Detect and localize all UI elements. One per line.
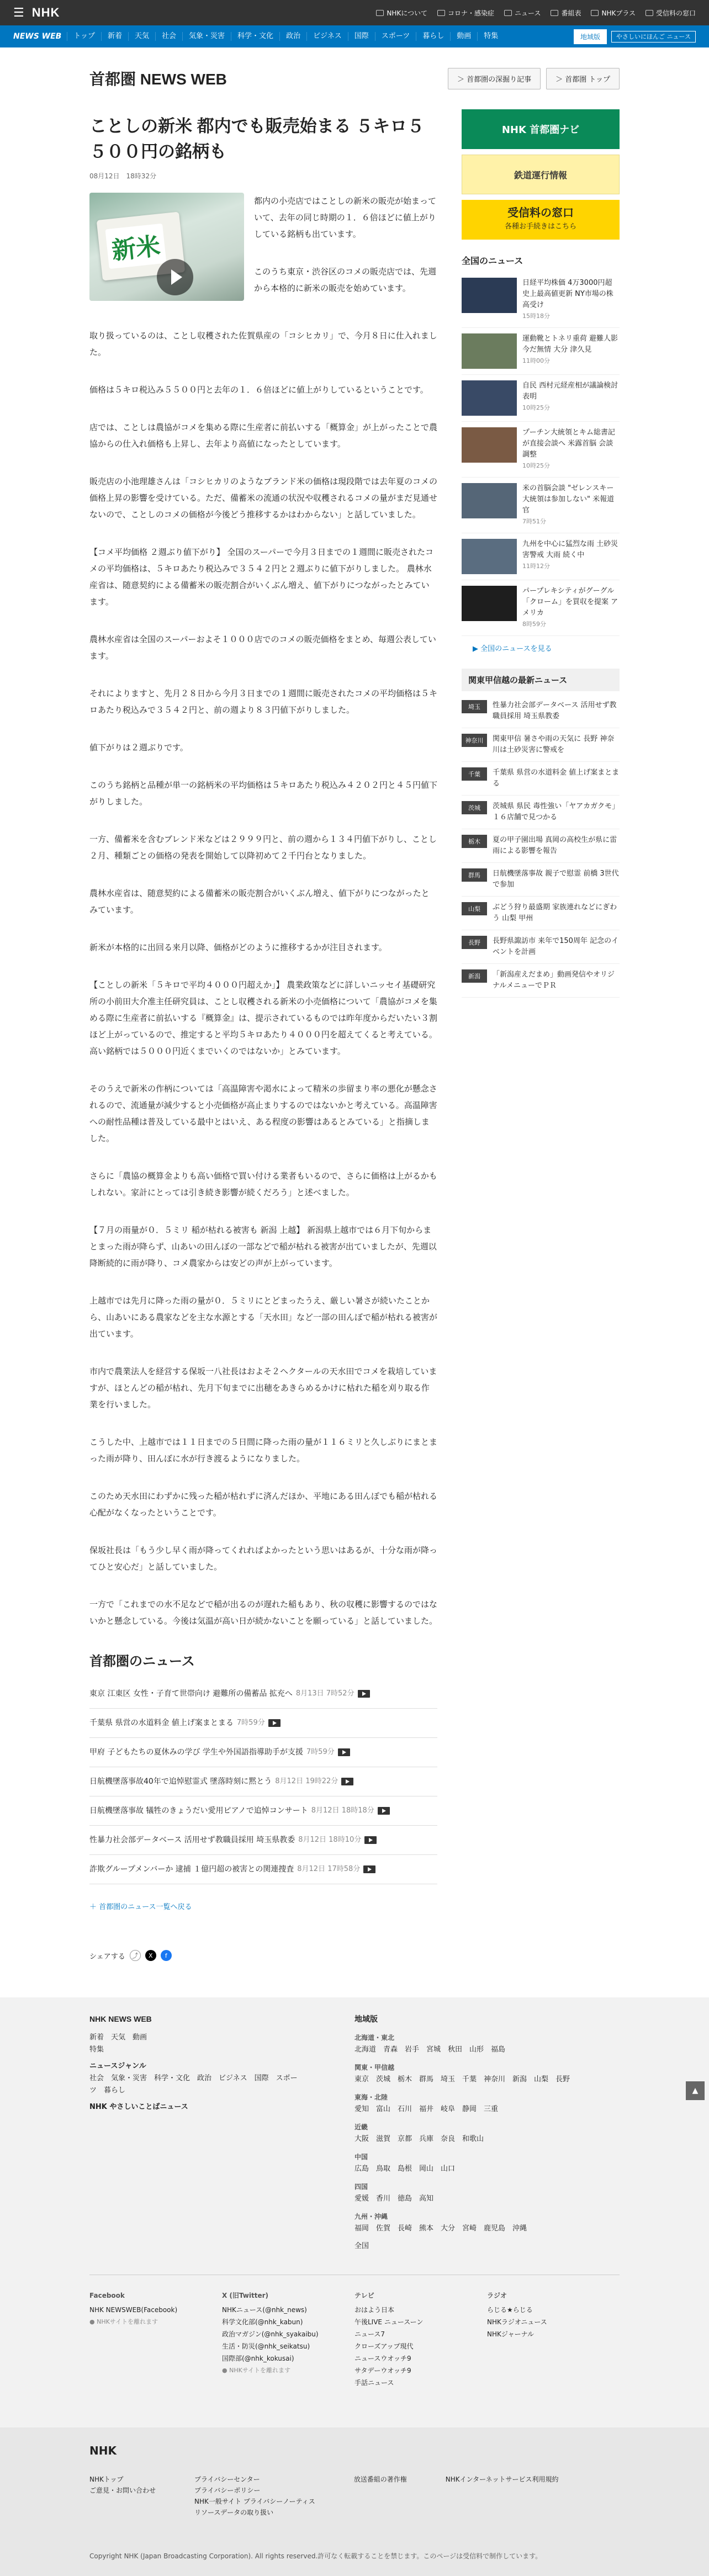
top-link-news[interactable]: ニュース [504, 8, 541, 18]
list-item[interactable] [462, 375, 620, 422]
footer-x [222, 2289, 354, 2389]
list-item[interactable] [89, 1679, 437, 1709]
fee-banner-sub: 各種お手続きはこちら [504, 222, 576, 231]
region-group [354, 2151, 620, 2175]
prefecture-tag: 長野 [462, 936, 487, 949]
news-headline: 性暴力社会部データベース 活用せず教職員採用 埼玉県教委 [493, 701, 617, 720]
news-thumbnail [462, 333, 517, 369]
nav-science[interactable]: 科学・文化 [231, 32, 279, 41]
region-name: 近畿 [354, 2123, 368, 2131]
list-item[interactable] [462, 272, 620, 328]
train-info-banner[interactable]: 鉄道運行情報 [462, 155, 620, 194]
news-time: 15時18分 [522, 312, 550, 320]
region-links[interactable]: 大阪 滋賀 京都 兵庫 奈良 和歌山 [354, 2135, 484, 2143]
video-icon [338, 1748, 350, 1756]
list-item[interactable] [462, 964, 620, 998]
list-item[interactable] [462, 580, 620, 636]
nav-society[interactable]: 社会 [155, 32, 182, 41]
easy-japanese-link[interactable]: やさしいにほんご ニュース [611, 31, 696, 43]
regional-news-title: 関東甲信越の最新ニュース [462, 669, 620, 691]
list-item[interactable] [89, 1826, 437, 1855]
nav-disaster[interactable]: 気象・災害 [182, 32, 231, 41]
top-link-fee[interactable]: 受信料の窓口 [645, 8, 696, 18]
national-news-more-link[interactable]: ▶ 全国のニュースを見る [473, 645, 552, 653]
region-group [354, 2032, 620, 2056]
footer-title[interactable]: NHK NEWS WEB [89, 2015, 152, 2023]
region-links[interactable]: 愛知 富山 石川 福井 岐阜 静岡 三重 [354, 2105, 499, 2113]
body-paragraph: そのうえで新米の作柄については「高温障害や渇水によって精米の歩留まり率の悪化が懸念されるので、流通量が減少すると小売価格が高止まりするのではないかと考えている。高温障害への耐性品種は普及している最中とはいえ、ある程度の影響はあるとみている」と指摘しました。 [89, 1084, 437, 1143]
article-title: ことしの新米 都内でも販売始まる ５キロ５５００円の銘柄も [89, 116, 425, 161]
area-top-button[interactable]: ＞ 首都圏 トップ [546, 68, 620, 89]
sidebar [462, 109, 620, 1981]
footer-bottom-link[interactable]: NHKインターネットサービス利用規約 [445, 2476, 559, 2483]
footer-news-col [89, 2013, 354, 2252]
body-paragraph: 取り扱っているのは、ことし収穫された佐賀県産の「コシヒカリ」で、今月８日に仕入れました。 [89, 331, 437, 357]
region-name: 四国 [354, 2183, 368, 2191]
news-headline: プーチン大統領とキム総書記が直接会談へ 米露首脳 会談調整 [522, 428, 615, 459]
body-paragraph: さらに「農協の概算金よりも高い価格で買い付ける業者もいるので、さらに価格は上がるかもしれない。家計にとっては引き続き影響が続くだろう」と述べました。 [89, 1171, 437, 1197]
news-headline: 千葉県 県営の水道料金 値上げ案まとまる [493, 768, 620, 788]
social-link[interactable]: 政治マガジン(@nhk_syakaibu) [222, 2330, 319, 2338]
region-name: 九州・沖縄 [354, 2213, 388, 2220]
back-to-top-icon[interactable]: ▲ [686, 2081, 705, 2100]
copyright: Copyright NHK (Japan Broadcasting Corporation). All rights reserved.許可なく転載することを禁じます。このページは受信料で制作しています。 [89, 2552, 542, 2560]
nav-politics[interactable]: 政治 [279, 32, 306, 41]
nav-sports[interactable]: スポーツ [375, 32, 416, 41]
national-news-list [462, 272, 620, 636]
news-thumbnail [462, 483, 517, 518]
news-headline: 夏の甲子園出場 真岡の高校生が県に雷雨による影響を報告 [493, 836, 617, 855]
footer-bottom-link[interactable]: ご意見・お問い合わせ [89, 2487, 156, 2494]
news-time: 8時59分 [522, 621, 546, 628]
facebook-icon[interactable]: f [161, 1950, 172, 1961]
body-paragraph: 新米が本格的に出回る来月以降、価格がどのように推移するかが注目されます。 [89, 942, 387, 952]
region-group [354, 2091, 620, 2116]
footer-facebook [89, 2289, 222, 2389]
area-news-list [89, 1679, 437, 1884]
list-item[interactable] [462, 796, 620, 829]
prefecture-tag: 茨城 [462, 801, 487, 814]
list-item[interactable] [89, 1855, 437, 1884]
footer-link[interactable]: NHK やさしいことばニュース [89, 2103, 188, 2111]
news-headline: パープレキシティがグーグル「クローム」を買収を提案 アメリカ [522, 587, 618, 617]
news-time: 8月12日 17時58分 [297, 1865, 361, 1873]
list-item[interactable] [462, 695, 620, 728]
news-web-brand[interactable]: NEWS WEB [13, 32, 62, 41]
article-date: 08月12日 18時32分 [89, 172, 157, 180]
news-time: 7時51分 [522, 518, 546, 525]
share-label: シェアする [89, 1952, 125, 1961]
region-name: 関東・甲信越 [354, 2064, 395, 2071]
news-headline: 長野県諏訪市 来年で150周年 記念のイベントを計画 [493, 937, 619, 956]
news-headline[interactable]: 千葉県 県営の水道料金 値上げ案まとまる [89, 1719, 234, 1727]
news-thumbnail [462, 427, 517, 463]
footer-link[interactable]: 新着 天気 動画 [89, 2033, 147, 2042]
body-paragraph: 店では、ことしは農協がコメを集める際に生産者に前払いする「概算金」が上がったことで農協からの仕入れ価格も上昇し、去年より高値になったとしています。 [89, 422, 438, 449]
program-link[interactable]: おはよう日本 [354, 2306, 395, 2314]
share-icon[interactable]: ⤴ [130, 1950, 141, 1961]
region-links[interactable]: 広島 鳥取 島根 岡山 山口 [354, 2165, 456, 2173]
program-link[interactable]: ニュース7 [354, 2330, 385, 2338]
fee-banner-title: 受信料の窓口 [507, 206, 574, 219]
nav-top[interactable]: トップ [67, 32, 101, 41]
video-icon [378, 1807, 390, 1815]
news-headline[interactable]: 甲府 子どもたちの夏休みの学び 学生や外国語指導助手が支援 [89, 1748, 303, 1757]
program-link[interactable]: サタデーウオッチ9 [354, 2367, 411, 2374]
region-links[interactable]: 愛媛 香川 徳島 高知 [354, 2195, 434, 2203]
article-main [89, 109, 437, 1981]
region-button[interactable]: 地域版 [574, 29, 607, 44]
program-link[interactable]: ニュースウオッチ9 [354, 2355, 411, 2362]
news-headline: ぶどう狩り最盛期 家族連れなどにぎわう 山梨 甲州 [493, 903, 617, 923]
top-bar [0, 0, 709, 25]
article-video-thumbnail[interactable] [89, 193, 244, 301]
footer-bottom-link[interactable]: リソースデータの取り扱い [194, 2509, 274, 2516]
video-icon [364, 1836, 377, 1844]
news-headline[interactable]: 性暴力社会部データベース 活用せず教職員採用 埼玉県教委 [89, 1836, 295, 1844]
nhk-plus-icon [591, 10, 599, 16]
news-headline: 関東甲信 暑さや雨の天気に 長野 神奈川は土砂災害に警戒を [493, 735, 615, 754]
news-headline: 運動靴とトネリ重荷 避難人影 今だ無情 大分 津久見 [522, 335, 618, 354]
top-link-about[interactable]: NHKについて [376, 8, 427, 18]
news-time: 8月12日 18時10分 [298, 1836, 362, 1844]
footer-region-col [354, 2013, 620, 2252]
news-headline: 日航機墜落事故 親子で慰霊 前橋 3世代で参加 [493, 870, 619, 889]
news-thumbnail [462, 539, 517, 574]
news-headline: 茨城県 県民 毒性強い「ヤアカガクモ」 １６店舗で見つかる [493, 802, 620, 821]
news-headline: 「新潟産えだまめ」動画発信やオリジナルメニューでＰＲ [493, 971, 615, 990]
list-item[interactable] [89, 1796, 437, 1826]
list-item[interactable] [462, 897, 620, 930]
footer-heading: ニュースジャンル [89, 2062, 146, 2070]
region-links[interactable]: 東京 茨城 栃木 群馬 埼玉 千葉 神奈川 新潟 山梨 長野 [354, 2075, 570, 2084]
social-link[interactable]: 生活・防災(@nhk_seikatsu) [222, 2342, 310, 2350]
body-paragraph: 販売店の小池理雄さんは「コシヒカリのようなブランド米の価格は現段階では去年夏のコメの価格上昇の影響を受けている。ただ、備蓄米の流通の状況や収穫されるコメの量がまだ見通せないので、ことしのコメの価格が今後どう推移するかはわからない」と話していました。 [89, 476, 438, 520]
footer-link[interactable]: 社会 気象・災害 科学・文化 政治 ビジネス 国際 スポーツ 暮らし [89, 2074, 298, 2095]
social-link[interactable]: 国際部(@nhk_kokusai) [222, 2355, 294, 2362]
nav-new[interactable]: 新着 [101, 32, 128, 41]
tv-guide-icon [551, 10, 558, 16]
x-icon[interactable]: X [145, 1950, 156, 1961]
body-paragraph: 【ことしの新米「５キロで平均４０００円超えか」】 農業政策などに詳しいニッセイ基礎研究所の小前田大介准主任研究員は、ことし収穫される新米の小売価格について「農協がコメを集める際に生産者に前払いする『概算金』は、提示されているものでは昨年度からだいたい３割ほど上がっているので、推定すると平均５キロあたり４０００円を超えてくると考えている。高い銘柄では５０００円近くまでいくのではないか」とみています。 [89, 980, 438, 1056]
video-icon [363, 1865, 375, 1873]
list-item[interactable] [462, 762, 620, 796]
rice-label: 新米 [105, 224, 166, 269]
body-paragraph: 上越市では先月に降った雨の量が０．５ミリにとどまったうえ、厳しい暑さが続いたことから、山あいにある農家などを主な水源とする「天水田」など一部の田んぼで稲が枯れる被害が出ています。 [89, 1296, 438, 1339]
region-name: 中国 [354, 2153, 368, 2161]
prefecture-tag: 千葉 [462, 767, 487, 781]
body-paragraph: 一方、備蓄米を含むブレンド米などは２９９９円と、前の週から１３４円値下がりし、ことし２月、種類ごとの価格の発表を開始して以降初めて２千円台となりました。 [89, 834, 437, 861]
social-link[interactable]: NHKニュース(@nhk_news) [222, 2306, 307, 2314]
video-icon [268, 1719, 281, 1727]
news-time: 11時12分 [522, 563, 550, 570]
program-link[interactable]: NHKジャーナル [487, 2330, 535, 2338]
news-headline: 米の首脳会談 "ゼレンスキー大統領は参加しない" 米報道官 [522, 484, 615, 515]
region-links[interactable]: 福岡 佐賀 長崎 熊本 大分 宮崎 鹿児島 沖縄 [354, 2224, 527, 2233]
play-icon[interactable] [157, 259, 193, 295]
news-headline[interactable]: 詐欺グループメンバーか 逮捕 １億円超の被害との関連捜査 [89, 1865, 294, 1874]
list-item[interactable] [462, 533, 620, 580]
prefecture-tag: 栃木 [462, 835, 487, 848]
lead-paragraph: 都内の小売店ではことしの新米の販売が始まっていて、去年の同じ時期の１．６倍ほどに値上がりしている銘柄も出ています。 [254, 196, 437, 239]
list-item[interactable] [462, 829, 620, 863]
nhk-logo[interactable]: NHK [31, 6, 60, 19]
body-paragraph: こうした中、上越市では１１日までの５日間に降った雨の量が１１６ミリと久しぶりにまとまった雨が降り、田んぼに水が行き渡るようになりました。 [89, 1437, 438, 1464]
fee-icon [645, 10, 653, 16]
social-heading: テレビ [354, 2292, 374, 2299]
footer-link[interactable]: 特集 [89, 2045, 104, 2054]
region-name: 東海・北陸 [354, 2093, 388, 2101]
body-paragraph: 保坂社長は「もう少し早く雨が降ってくれればよかったという思いはあるが、十分な雨が降ってひと安心だ」と話していました。 [89, 1545, 438, 1572]
social-heading: X (旧Twitter) [222, 2292, 268, 2299]
news-thumbnail [462, 586, 517, 621]
news-headline: 自民 西村元経産相が議論検討表明 [522, 381, 618, 401]
social-heading: ラジオ [487, 2292, 507, 2299]
body-paragraph: 市内で農業法人を経営する保坂一八社長はおよそ２ヘクタールの天水田でコメを栽培していますが、ほとんどの稲が枯れ、先月下旬までに出穂をあきらめるかけに枯れた稲を刈り取る作業を行いました。 [89, 1366, 437, 1409]
top-link-schedule[interactable]: 番組表 [551, 8, 581, 18]
area-navi-banner[interactable]: NHK 首都圏ナビ [462, 109, 620, 149]
region-zenkoku[interactable]: 全国 [354, 2242, 369, 2250]
page-title[interactable]: 首都圏 NEWS WEB [89, 71, 227, 88]
top-links [376, 8, 696, 18]
body-paragraph: 【コメ平均価格 ２週ぶり値下がり】 全国のスーパーで今月３日までの１週間に販売されたコメの平均価格は、５キロあたり税込みで３５４２円と２週ぶりに値下がりしました。 農林水産省は、随意契約による備蓄米の販売割合がいくぶん増え、値下がりにつながったとみています。 [89, 547, 434, 607]
nav-business[interactable]: ビジネス [306, 32, 348, 41]
national-news-title: 全国のニュース [462, 257, 523, 266]
footer-social [89, 2275, 620, 2427]
footer-bottom-link[interactable]: 放送番組の著作権 [353, 2476, 407, 2483]
program-link[interactable]: NHKラジオニュース [487, 2318, 547, 2326]
list-item[interactable] [89, 1738, 437, 1767]
list-item[interactable] [462, 863, 620, 897]
prefecture-tag: 神奈川 [462, 734, 487, 747]
news-time: 8月12日 18時18分 [311, 1806, 374, 1815]
top-link-plus[interactable]: NHKプラス [591, 8, 636, 18]
news-headline: 九州を中心に猛烈な雨 土砂災害警戒 大雨 続く中 [522, 540, 618, 559]
news-thumbnail [462, 380, 517, 416]
prefecture-tag: 群馬 [462, 868, 487, 882]
body-paragraph: このうち銘柄と品種が単一の銘柄米の平均価格は５キロあたり税込み４２０２円と４５円値下がりしました。 [89, 780, 438, 807]
nav-weather[interactable]: 天気 [128, 32, 155, 41]
region-group [354, 2121, 620, 2145]
video-icon [341, 1778, 353, 1785]
social-link[interactable]: 科学文化部(@nhk_kabun) [222, 2318, 303, 2326]
fee-window-banner[interactable] [462, 200, 620, 240]
footer-nhk-logo[interactable]: NHK [89, 2444, 117, 2457]
program-link[interactable]: 午後LIVE ニュースーン [354, 2318, 424, 2326]
nav-video[interactable]: 動画 [450, 32, 477, 41]
prefecture-tag: 山梨 [462, 902, 487, 915]
program-link[interactable]: らじる★らじる [487, 2306, 533, 2314]
region-group [354, 2061, 620, 2086]
area-news-more-link[interactable]: ＋ 首都圏のニュース一覧へ戻る [89, 1903, 192, 1911]
social-heading: Facebook [89, 2292, 125, 2299]
news-time: 10時25分 [522, 404, 550, 411]
regional-news-list [462, 695, 620, 998]
news-time: 8月13日 7時52分 [295, 1689, 354, 1698]
article-body [89, 327, 437, 1629]
prefecture-tag: 新潟 [462, 969, 487, 983]
footer-bottom-link[interactable]: NHK一般サイト プライバシーノーティス [194, 2498, 315, 2505]
list-item[interactable] [89, 1767, 437, 1796]
area-news-title: 首都圏のニュース [89, 1654, 195, 1669]
body-paragraph: 【７月の雨量が０．５ミリ 稲が枯れる被害も 新潟 上越】 新潟県上越市では６月下旬からまとまった雨が降らず、山あいの田んぼの一部などで稲が枯れる被害が出ていましたが、先週以降断続的に雨が降り、コメ農家からは安どの声が上がっています。 [89, 1225, 437, 1268]
lead-paragraph: このうち東京・渋谷区のコメの販売店では、先週から本格的に新米の販売を始めています。 [254, 267, 437, 293]
list-item[interactable] [462, 728, 620, 762]
list-item[interactable] [462, 478, 620, 533]
news-time: 10時25分 [522, 462, 550, 469]
video-icon [358, 1690, 370, 1698]
footer [0, 1997, 709, 2576]
region-name: 北海道・東北 [354, 2034, 395, 2042]
news-headline[interactable]: 日航機墜落事故 犠牲のきょうだい愛用ピアノで追悼コンサート [89, 1806, 308, 1815]
news-icon [504, 10, 512, 16]
body-paragraph: 一方で「これまでの水不足などで稲が出るのが遅れた稲もあり、秋の収穫に影響するのではないかと懸念している。今後は気温が高い日が続かないことを願っている」と話していました。 [89, 1599, 438, 1626]
body-paragraph: 農林水産省は全国のスーパーおよそ１０００店でのコメの販売価格をまとめ、毎週公表しています。 [89, 634, 436, 661]
news-time: 11時00分 [522, 357, 550, 364]
nav-international[interactable]: 国際 [348, 32, 375, 41]
menu-icon[interactable]: ☰ [13, 6, 24, 20]
social-link[interactable]: NHK NEWSWEB(Facebook) [89, 2306, 178, 2314]
footer-radio [487, 2289, 620, 2389]
news-headline[interactable]: 日航機墜落事故40年で追悼慰霊式 墜落時刻に黙とう [89, 1777, 272, 1786]
about-icon [376, 10, 384, 16]
news-time: 7時59分 [236, 1719, 265, 1727]
body-paragraph: それによりますと、先月２８日から今月３日までの１週間に販売されたコメの平均価格は５キロあたり税込みで３５４２円と、前の週より８３円値下がりしました。 [89, 688, 438, 715]
footer-bottom-link[interactable]: NHKトップ [89, 2476, 124, 2483]
prefecture-tag: 埼玉 [462, 700, 487, 713]
footer-region-title: 地域版 [354, 2015, 378, 2023]
body-paragraph: 値下がりは２週ぶりです。 [89, 743, 188, 752]
nav-life[interactable]: 暮らし [416, 32, 450, 41]
body-paragraph: 価格は５キロ税込み５５００円と去年の１．６倍ほどに値上がりしているということです。 [89, 385, 428, 395]
program-link[interactable]: 手話ニュース [354, 2379, 394, 2387]
news-headline: 日経平均株価 4万3000円超 史上最高値更新 NY市場の株高受け [522, 279, 613, 309]
external-note: ● NHKサイトを離れます [89, 2318, 158, 2325]
external-note: ● NHKサイトを離れます [222, 2367, 291, 2374]
body-paragraph: 農林水産省は、随意契約による備蓄米の販売割合がいくぶん増え、値下がりにつながったとみています。 [89, 888, 430, 915]
footer-bottom-link[interactable]: プライバシーポリシー [194, 2487, 261, 2494]
corona-icon [437, 10, 445, 16]
footer-bottom-link[interactable]: プライバシーセンター [194, 2476, 260, 2483]
main-nav [0, 25, 709, 47]
region-links[interactable]: 北海道 青森 岩手 宮城 秋田 山形 福島 [354, 2045, 506, 2054]
feature-articles-button[interactable]: ＞ 首都圏の深掘り記事 [448, 68, 541, 89]
top-link-corona[interactable]: コロナ・感染症 [437, 8, 494, 18]
region-group [354, 2211, 620, 2235]
list-item[interactable] [89, 1709, 437, 1738]
region-group [354, 2181, 620, 2205]
list-item[interactable] [462, 930, 620, 964]
news-time: 8月12日 19時22分 [275, 1777, 338, 1785]
footer-tv [354, 2289, 487, 2389]
footer-bottom-links [89, 2474, 620, 2518]
list-item[interactable] [462, 422, 620, 478]
footer-bottom [0, 2427, 709, 2576]
share-bar [89, 1950, 437, 1961]
news-thumbnail [462, 278, 517, 313]
body-paragraph: このため天水田にわずかに残った稲が枯れずに済んだほか、平地にある田んぼでも稲が枯れる心配がなくなったということです。 [89, 1491, 438, 1518]
nav-feature[interactable]: 特集 [477, 32, 504, 41]
list-item[interactable] [462, 328, 620, 375]
program-link[interactable]: クローズアップ現代 [354, 2342, 414, 2350]
page-header [89, 47, 620, 109]
news-headline[interactable]: 東京 江東区 女性・子育て世帯向け 避難所の備蓄品 拡充へ [89, 1689, 293, 1698]
news-time: 7時59分 [306, 1748, 335, 1756]
